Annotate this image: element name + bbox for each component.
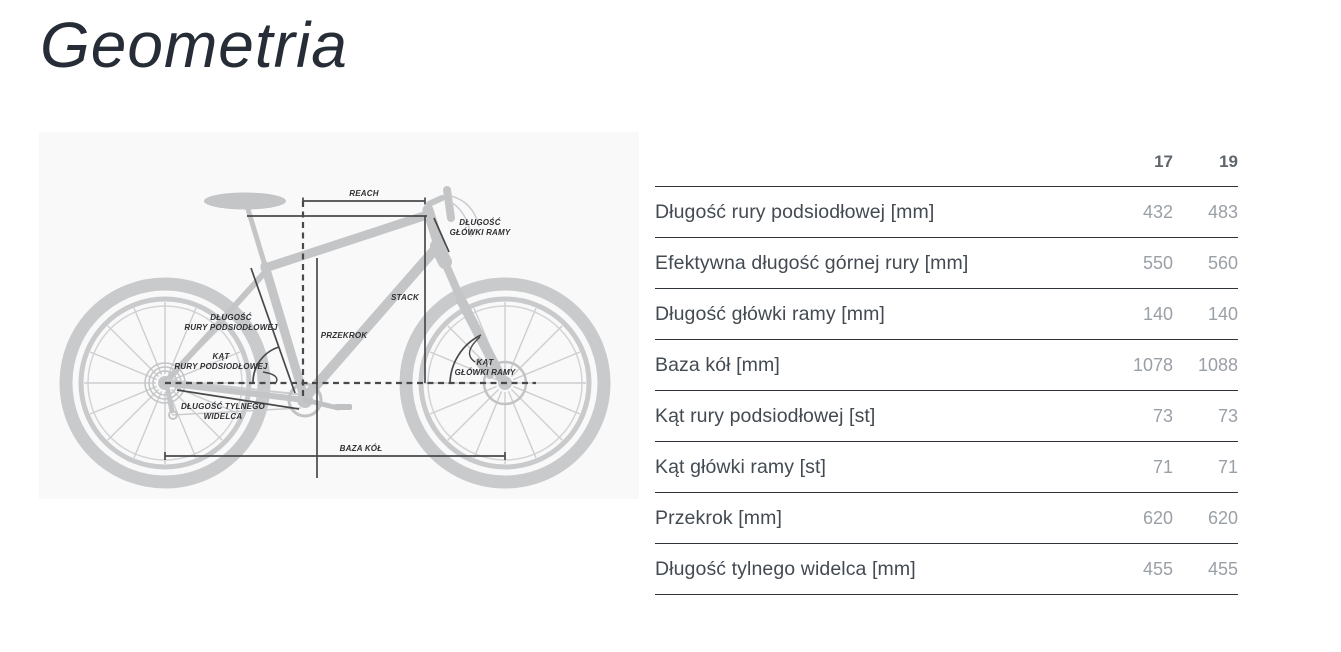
row-value: 620 (1142, 507, 1173, 528)
row-value: 71 (1217, 456, 1238, 477)
diagram-label-head-tube-angle: KĄT GŁÓWKI RAMY (454, 358, 516, 377)
row-value: 483 (1207, 201, 1238, 222)
row-label: Długość tylnego widelca [mm] (655, 557, 916, 580)
row-label: Efektywna długość górnej rury [mm] (655, 251, 969, 274)
row-value: 140 (1142, 303, 1173, 324)
row-value: 140 (1207, 303, 1238, 324)
diagram-label-reach: REACH (349, 189, 379, 198)
row-value: 455 (1207, 558, 1238, 579)
row-label: Kąt rury podsiodłowej [st] (655, 404, 876, 427)
row-label: Przekrok [mm] (655, 506, 782, 529)
row-value: 455 (1142, 558, 1173, 579)
table-header-row (655, 138, 1238, 187)
column-header-size-17: 17 (1154, 152, 1173, 171)
row-value: 1078 (1132, 354, 1173, 375)
row-value: 73 (1217, 405, 1238, 426)
row-label: Kąt główki ramy [st] (655, 455, 827, 478)
table-row (655, 391, 1238, 442)
column-header-size-19: 19 (1219, 152, 1238, 171)
table-row (655, 289, 1238, 340)
diagram-label-head-tube-length: DŁUGOŚĆ GŁÓWKI RAMY (449, 218, 511, 237)
row-label: Długość rury podsiodłowej [mm] (655, 200, 935, 223)
diagram-label-seat-tube-angle: KĄT RURY PODSIODŁOWEJ (174, 352, 268, 371)
bike-geometry-diagram (39, 132, 639, 499)
row-label: Baza kół [mm] (655, 353, 780, 376)
row-value: 432 (1142, 201, 1173, 222)
table-row (655, 340, 1238, 391)
table-row (655, 238, 1238, 289)
table-row (655, 442, 1238, 493)
row-label: Długość główki ramy [mm] (655, 302, 885, 325)
row-value: 620 (1207, 507, 1238, 528)
row-value: 550 (1142, 252, 1173, 273)
row-value: 560 (1207, 252, 1238, 273)
row-value: 73 (1152, 405, 1173, 426)
geometry-table (655, 138, 1238, 595)
row-value: 1088 (1197, 354, 1238, 375)
table-row (655, 187, 1238, 238)
table-row (655, 544, 1238, 595)
row-value: 71 (1152, 456, 1173, 477)
diagram-label-seat-tube-length: DŁUGOŚĆ RURY PODSIODŁOWEJ (184, 313, 278, 332)
diagram-label-standover: PRZEKROK (320, 331, 368, 340)
page-title: Geometria (40, 9, 348, 81)
diagram-label-chainstay-length: DŁUGOŚĆ TYLNEGO WIDELCA (181, 402, 265, 421)
diagram-label-stack: STACK (391, 293, 419, 302)
diagram-label-wheelbase: BAZA KÓŁ (339, 444, 383, 453)
table-row (655, 493, 1238, 544)
